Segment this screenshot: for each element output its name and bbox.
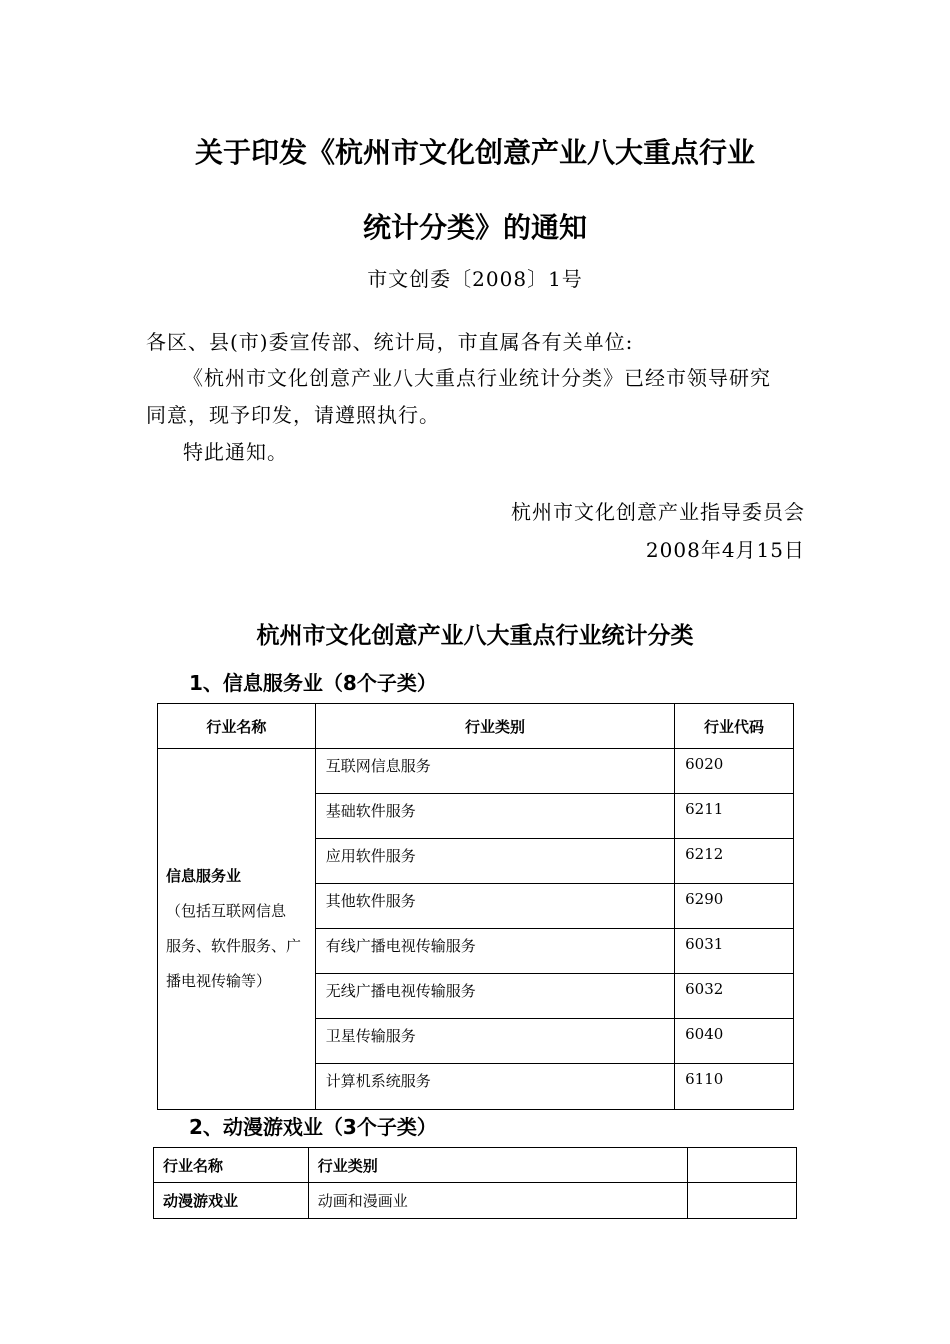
category-cell: 基础软件服务 xyxy=(315,794,674,839)
signature-date: 2008年4月15日 xyxy=(645,538,805,562)
category-cell: 其他软件服务 xyxy=(315,884,674,929)
information-services-table xyxy=(157,703,794,1110)
category-cell: 卫星传输服务 xyxy=(315,1019,674,1064)
header-industry-name: 行业名称 xyxy=(158,704,316,749)
document-title-line1: 关于印发《杭州市文化创意产业八大重点行业 xyxy=(194,136,755,169)
category-cell: 有线广播电视传输服务 xyxy=(315,929,674,974)
subsection-2-title: 2、动漫游戏业（3个子类） xyxy=(189,1115,437,1139)
salutation: 各区、县(市)委宣传部、统计局，市直属各有关单位: xyxy=(146,330,634,354)
subsection-1-title: 1、信息服务业（8个子类） xyxy=(189,671,437,695)
code-cell: 6040 xyxy=(675,1019,794,1064)
table-row xyxy=(158,749,794,794)
industry-name: 信息服务业 xyxy=(166,867,242,885)
category-cell: 动画和漫画业 xyxy=(308,1183,687,1219)
header-industry-code xyxy=(688,1148,797,1183)
code-cell: 6290 xyxy=(675,884,794,929)
signature: 杭州市文化创意产业指导委员会 xyxy=(511,500,805,524)
industry-note-line: 服务、软件服务、广 xyxy=(166,937,302,955)
header-industry-category: 行业类别 xyxy=(315,704,674,749)
document-title-line2: 统计分类》的通知 xyxy=(362,211,587,244)
table-row xyxy=(154,1183,797,1219)
code-cell xyxy=(688,1183,797,1219)
table-header-row xyxy=(158,704,794,749)
category-cell: 计算机系统服务 xyxy=(315,1064,674,1110)
code-cell: 6032 xyxy=(675,974,794,1019)
animation-games-table xyxy=(153,1147,797,1219)
paragraph-1-line1: 《杭州市文化创意产业八大重点行业统计分类》已经市领导研究 xyxy=(183,366,771,390)
category-cell: 应用软件服务 xyxy=(315,839,674,884)
industry-name-cell xyxy=(158,749,316,1110)
document-number: 市文创委〔2008〕1号 xyxy=(367,267,583,291)
section-title: 杭州市文化创意产业八大重点行业统计分类 xyxy=(256,623,694,649)
industry-note-line: （包括互联网信息 xyxy=(166,902,287,920)
code-cell: 6211 xyxy=(675,794,794,839)
table-header-row xyxy=(154,1148,797,1183)
header-industry-code: 行业代码 xyxy=(675,704,794,749)
paragraph-2: 特此通知。 xyxy=(183,440,288,464)
code-cell: 6020 xyxy=(675,749,794,794)
code-cell: 6212 xyxy=(675,839,794,884)
code-cell: 6110 xyxy=(675,1064,794,1110)
code-cell: 6031 xyxy=(675,929,794,974)
header-industry-category: 行业类别 xyxy=(308,1148,687,1183)
industry-note-line: 播电视传输等） xyxy=(166,972,272,990)
paragraph-1-line2: 同意，现予印发，请遵照执行。 xyxy=(146,403,440,427)
industry-name-cell: 动漫游戏业 xyxy=(154,1183,309,1219)
header-industry-name: 行业名称 xyxy=(154,1148,309,1183)
category-cell: 无线广播电视传输服务 xyxy=(315,974,674,1019)
category-cell: 互联网信息服务 xyxy=(315,749,674,794)
